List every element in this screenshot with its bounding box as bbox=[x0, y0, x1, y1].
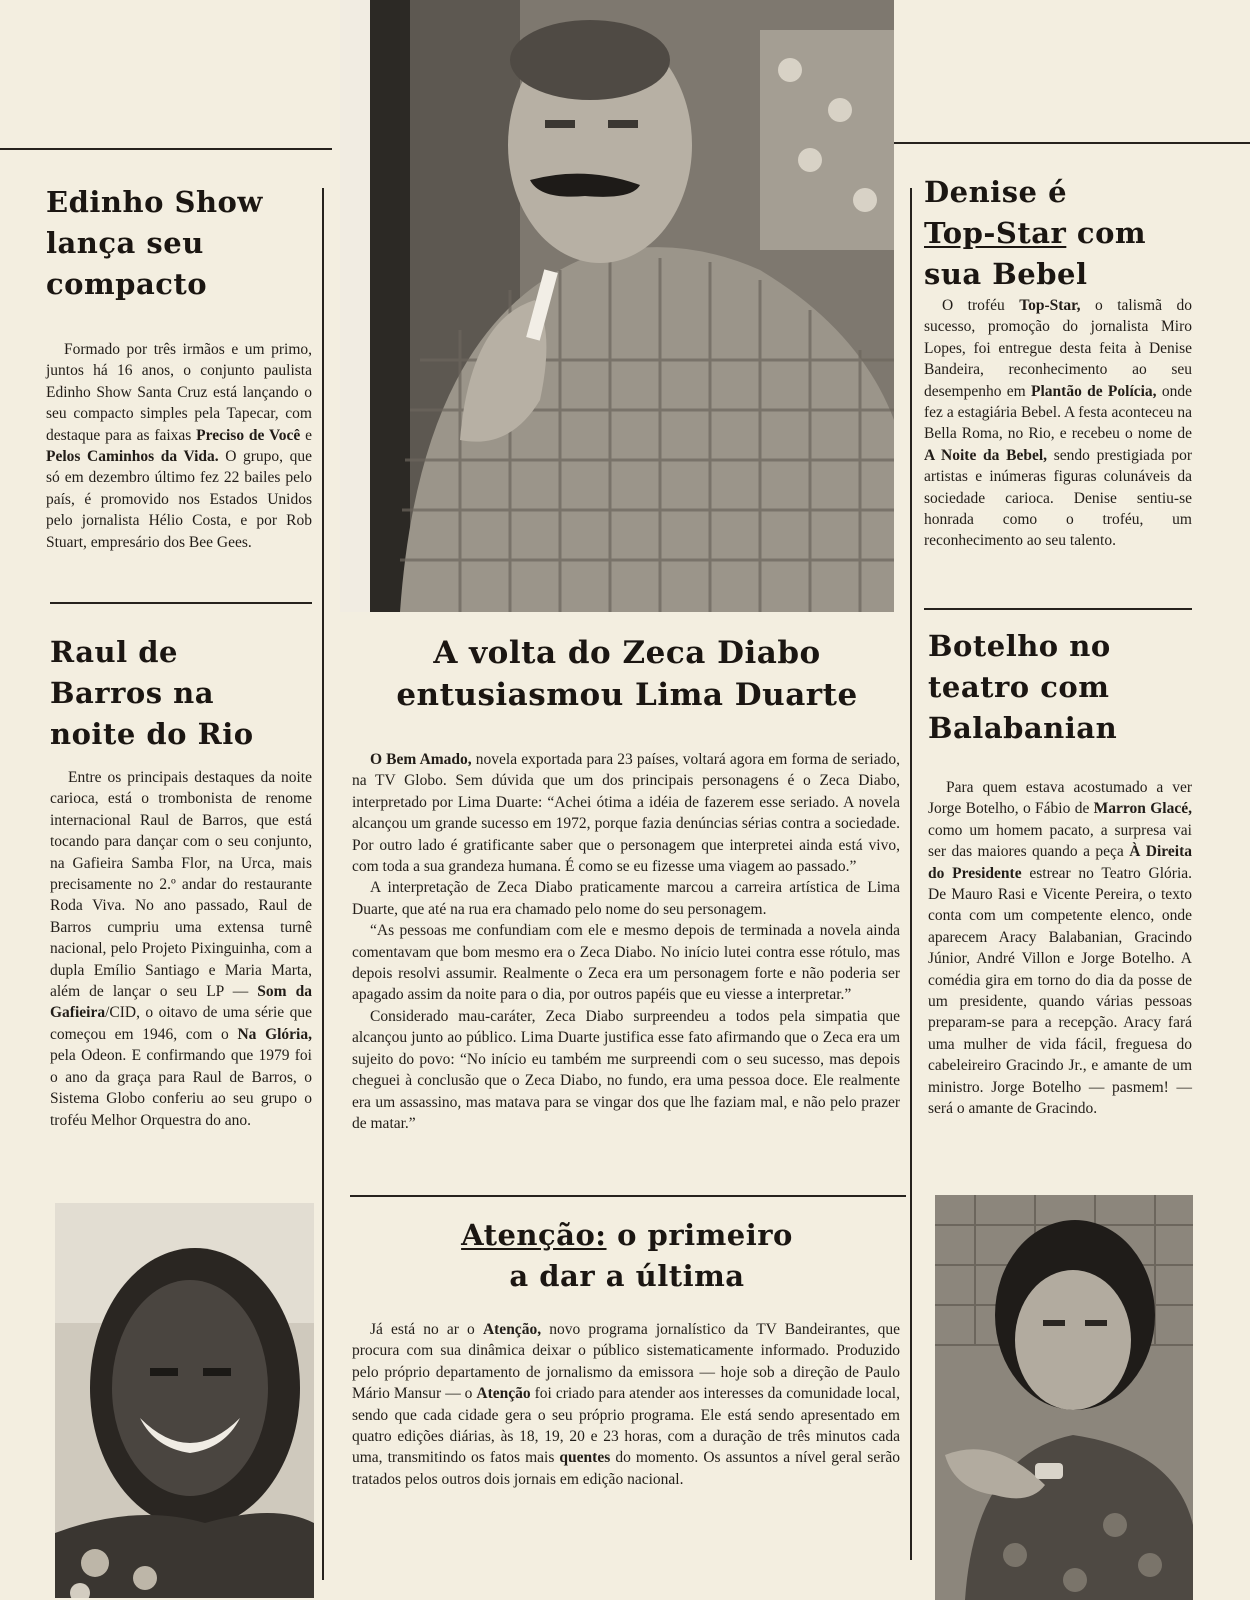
botelho-body: Para quem estava acostumado a ver Jorge Botelho, o Fábio de Marron Glacé, como um homem pacato, a surpresa vai ser das maiores quando a peça À Direita do Presidente estrear no Teatro Glória. De Mauro Rasi e Vicente Pereira, o texto conta com um competente elenco, onde aparecem Aracy Balabanian, Gracindo Júnior, André Villon e Jorge Botelho. A comédia gira em torno do dia da posse de um presidente, quando várias pessoas preparam-se para a recepção. Aracy fará uma mulher de vida fácil, freguesa do cabeleireiro Gracindo Jr., e amante de um ministro. Jorge Botelho — pasmem! — será o amante de Gracindo. bbox=[928, 779, 1192, 1118]
photo-raul-de-barros bbox=[55, 1203, 314, 1598]
edinho-article bbox=[46, 182, 312, 553]
photo-lima-duarte bbox=[340, 0, 894, 612]
zeca-headline: A volta do Zeca Diabo entusiasmou Lima Duarte bbox=[396, 635, 858, 713]
atencao-body: Já está no ar o Atenção, novo programa jornalístico da TV Bandeirantes, que procura com sua dinâmica deixar o público sistematicamente informado. Produzido pelo próprio departamento de jornalismo da emissora — hoje sob a direção de Paulo Mário Mansur — o Atenção foi criado para atender aos interesses da comunidade local, sendo que cada cidade gera o seu próprio programa. Ele está sendo apresentado em quatro edições diárias, às 18, 19, 20 e 23 horas, com a duração de três minutos cada uma, transmitindo os fatos mais quentes do momento. Os assuntos a nível geral serão tratados pelos outros dois jornais em edição nacional. bbox=[352, 1321, 900, 1488]
raul-article bbox=[50, 632, 312, 1131]
denise-article bbox=[924, 172, 1192, 552]
atencao-article bbox=[352, 1215, 902, 1490]
atencao-headline: Atenção: o primeiro a dar a última bbox=[461, 1218, 793, 1293]
top-rule-left bbox=[0, 148, 332, 150]
denise-headline: Denise é Top-Star com sua Bebel bbox=[924, 175, 1147, 291]
column-rule-right bbox=[910, 188, 912, 1560]
rule-center-mid bbox=[350, 1195, 906, 1197]
edinho-body: Formado por três irmãos e um primo, juntos há 16 anos, o conjunto paulista Edinho Show Santa Cruz está lançando o seu compacto simples pela Tapecar, com destaque para as faixas Preciso de Você e Pelos Caminhos da Vida. O grupo, que só em dezembro último fez 22 bailes pelo país, é promovido nos Estados Unidos pelo jornalista Hélio Costa, e por Rob Stuart, empresário dos Bee Gees. bbox=[46, 341, 312, 551]
denise-body: O troféu Top-Star, o talismã do sucesso, promoção do jornalista Miro Lopes, foi entregue desta feita à Denise Bandeira, reconhecimento ao seu desempenho em Plantão de Polícia, onde fez a estagiária Bebel. A festa aconteceu na Bella Roma, no Rio, e recebeu o nome de A Noite da Bebel, sendo prestigiada por artistas e inúmeras figuras colunáveis da sociedade carioca. Denise sentiu-se honrada como o troféu, um reconhecimento ao seu talento. bbox=[924, 297, 1193, 550]
rule-right-mid bbox=[924, 608, 1192, 610]
edinho-headline: Edinho Show lança seu compacto bbox=[46, 185, 263, 301]
top-rule-right bbox=[894, 142, 1250, 144]
rule-left-mid bbox=[50, 602, 312, 604]
raul-headline: Raul de Barros na noite do Rio bbox=[50, 635, 254, 751]
photo-jorge-botelho bbox=[935, 1195, 1193, 1600]
botelho-headline: Botelho no teatro com Balabanian bbox=[928, 629, 1118, 745]
raul-body: Entre os principais destaques da noite carioca, está o trombonista de renome internacional Raul de Barros, que está tocando para dançar com o seu conjunto, na Gafieira Samba Flor, na Urca, mais precisamente no 2.º andar do restaurante Roda Viva. No ano passado, Raul de Barros cumpriu uma extensa turnê nacional, pelo Projeto Pixinguinha, com a dupla Emílio Santiago e Maria Marta, além de lançar o seu LP — Som da Gafieira/CID, o oitavo de uma série que começou em 1946, com o Na Glória, pela Odeon. E confirmando que 1979 foi o ano da graça para Raul de Barros, o Sistema Globo conferiu ao seu grupo o troféu Melhor Orquestra do ano. bbox=[50, 769, 312, 1129]
column-rule-left bbox=[322, 188, 324, 1580]
zeca-article bbox=[352, 632, 902, 1134]
zeca-body: O Bem Amado, novela exportada para 23 países, voltará agora em forma de seriado, na TV Globo. Sem dúvida que um dos principais personagens é o Zeca Diabo, interpretado por Lima Duarte: “Achei ótima a idéia de fazerem esse seriado. A novela alcançou um grande sucesso em 1972, porque fazia denúncias sérias contra a sociedade. Por outro lado é gratificante saber que o personagem que interpretei ainda está vivo, com toda a sua grandeza humana. É como se eu fizesse uma viagem ao passado.” A interpretação de Zeca Diabo praticamente marcou a carreira artística de Lima Duarte, que até na rua era chamado pelo nome do seu personagem. “As pessoas me confundiam com ele e mesmo depois de terminada a novela ainda comentavam que bom mesmo era o Zeca Diabo. No início lutei contra esse rótulo, mas depois resolvi assumir. Realmente o Zeca era um personagem forte e não poderia ser apagado assim da noite para o dia, por outros papéis que eu viesse a interpretar.” Considerado mau-caráter, Zeca Diabo surpreendeu a todos pela simpatia que alcançou junto ao público. Lima Duarte justifica esse fato afirmando que o Zeca era um sujeito do povo: “No início eu também me surpreendi com o seu sucesso, mas depois cheguei à conclusão que o Zeca Diabo, no fundo, era uma pessoa doce. Ele realmente era um assassino, mas matava para se vingar dos que lhe faziam mal, e não pelo prazer de matar.” bbox=[352, 751, 900, 1132]
botelho-article bbox=[928, 626, 1192, 1120]
